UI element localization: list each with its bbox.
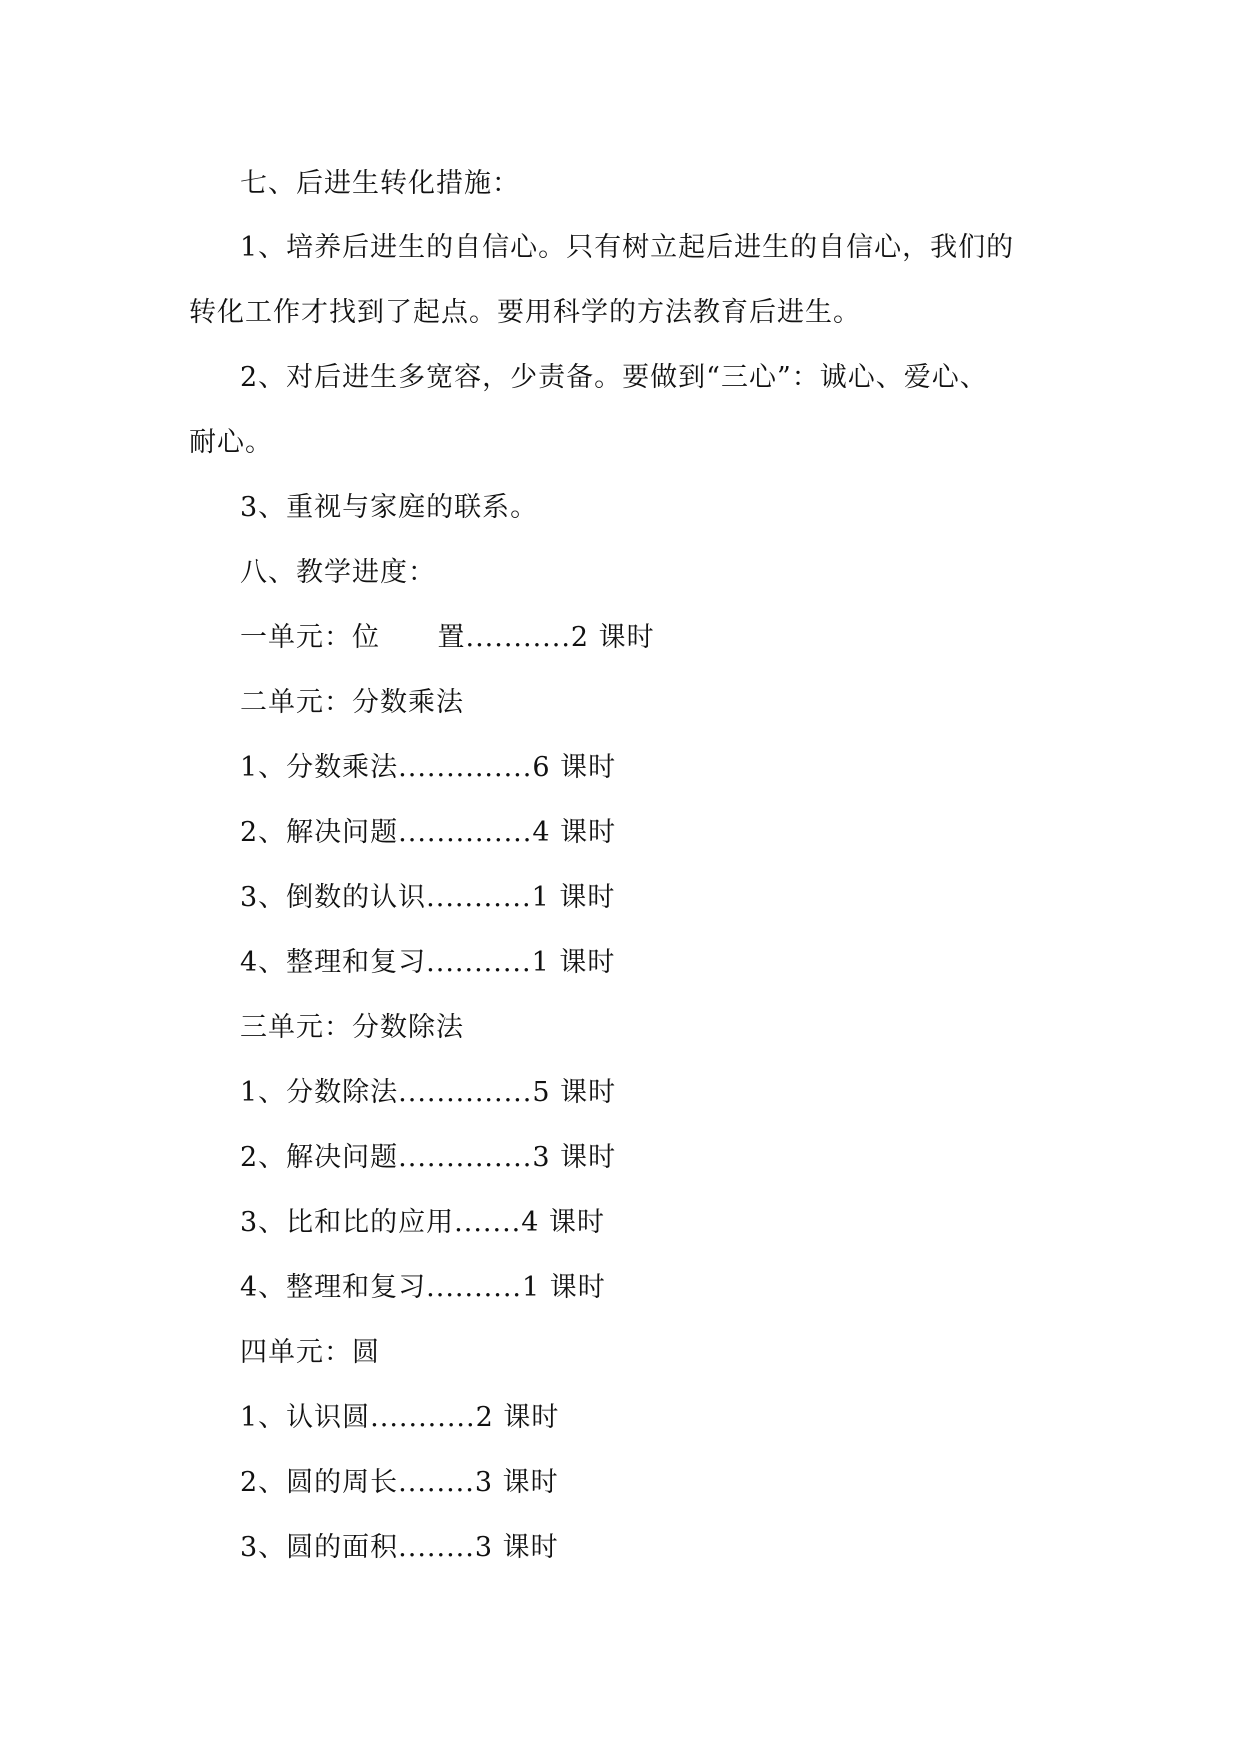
- paragraph-line: 转化工作才找到了起点。要用科学的方法教育后进生。: [189, 297, 861, 328]
- paragraph-line: 1、培养后进生的自信心。只有树立起后进生的自信心，我们的: [240, 232, 1015, 263]
- schedule-item: 3、倒数的认识...........1 课时: [240, 882, 616, 913]
- paragraph-line: 耐心。: [189, 427, 273, 458]
- section-heading-schedule: 八、教学进度：: [240, 557, 436, 588]
- paragraph-line: 3、重视与家庭的联系。: [240, 492, 539, 523]
- schedule-item: 3、比和比的应用.......4 课时: [240, 1207, 606, 1238]
- paragraph-line: 2、对后进生多宽容，少责备。要做到“三心”：诚心、爱心、: [240, 362, 988, 393]
- schedule-item: 1、认识圆...........2 课时: [240, 1402, 560, 1433]
- schedule-item: 2、圆的周长........3 课时: [240, 1467, 559, 1498]
- schedule-unit-heading: 二单元：分数乘法: [240, 687, 464, 718]
- schedule-item: 2、解决问题..............3 课时: [240, 1142, 617, 1173]
- schedule-item: 4、整理和复习..........1 课时: [240, 1272, 606, 1303]
- schedule-item: 4、整理和复习...........1 课时: [240, 947, 616, 978]
- section-heading-remediation: 七、后进生转化措施：: [240, 168, 520, 199]
- schedule-item: 2、解决问题..............4 课时: [240, 817, 617, 848]
- schedule-item: 3、圆的面积........3 课时: [240, 1532, 559, 1563]
- schedule-item: 1、分数除法..............5 课时: [240, 1077, 617, 1108]
- schedule-unit-heading: 三单元：分数除法: [240, 1012, 464, 1043]
- schedule-unit-line: 一单元：位 置...........2 课时: [240, 622, 655, 653]
- schedule-unit-heading: 四单元：圆: [240, 1337, 380, 1368]
- schedule-item: 1、分数乘法..............6 课时: [240, 752, 617, 783]
